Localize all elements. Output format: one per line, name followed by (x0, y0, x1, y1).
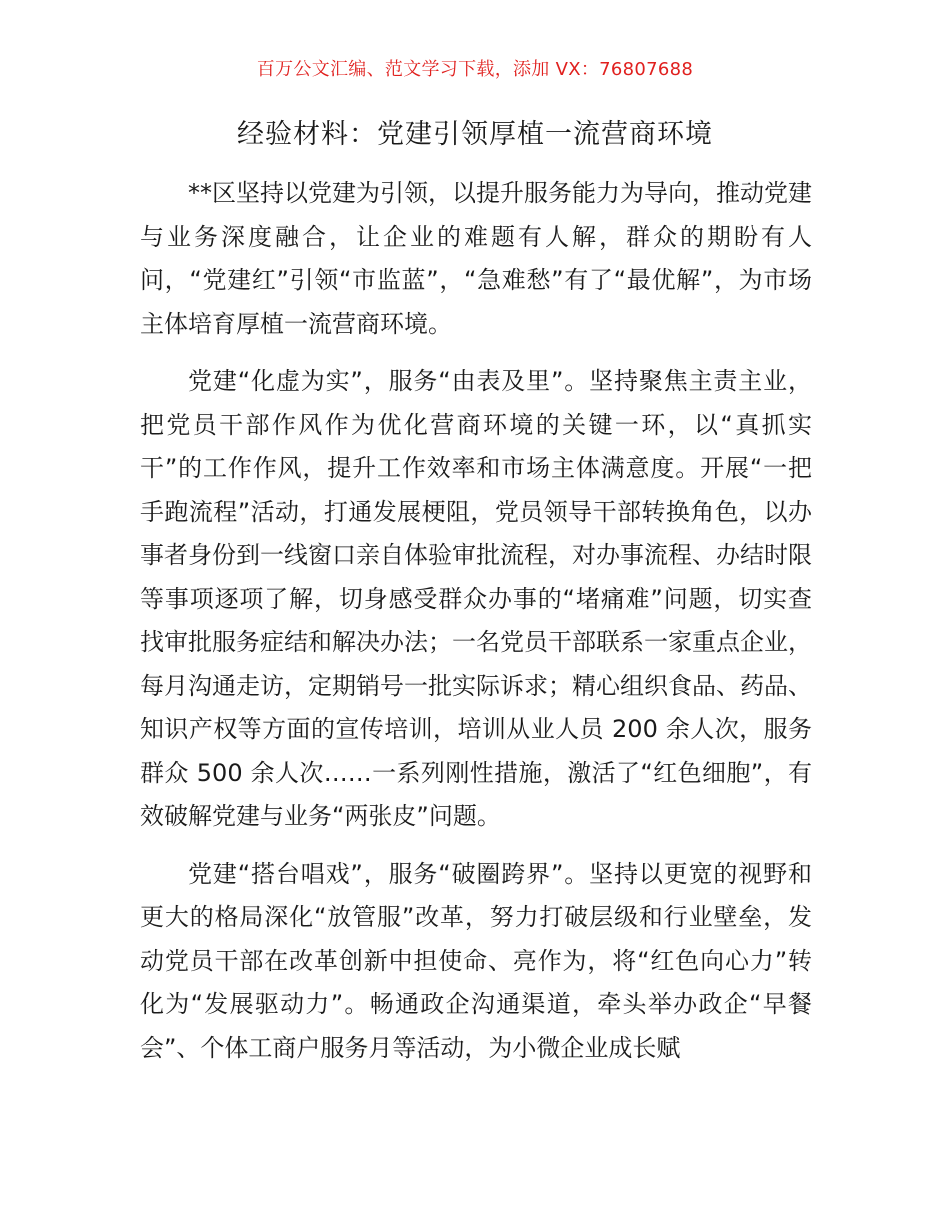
paragraph-section-1: 党建“化虚为实”，服务“由表及里”。坚持聚焦主责主业，把党员干部作风作为优化营商环境的关键一环，以“真抓实干”的工作作风，提升工作效率和市场主体满意度。开展“一把手跑流程”活动，打通发展梗阻，党员领导干部转换角色，以办事者身份到一线窗口亲自体验审批流程，对办事流程、办结时限等事项逐项了解，切身感受群众办事的“堵痛难”问题，切实查找审批服务症结和解决办法；一名党员干部联系一家重点企业，每月沟通走访，定期销号一批实际诉求；精心组织食品、药品、知识产权等方面的宣传培训，培训从业人员 200 余人次，服务群众 500 余人次……一系列刚性措施，激活了“红色细胞”，有效破解党建与业务“两张皮”问题。 (140, 367, 812, 830)
document-title: 经验材料：党建引领厚植一流营商环境 (237, 119, 713, 150)
paragraph-section-2: 党建“搭台唱戏”，服务“破圈跨界”。坚持以更宽的视野和更大的格局深化“放管服”改革，努力打破层级和行业壁垒，发动党员干部在改革创新中担使命、亮作为，将“红色向心力”转化为“发展驱动力”。畅通政企沟通渠道，牵头举办政企“早餐会”、个体工商户服务月等活动，为小微企业成长赋 (140, 859, 812, 1062)
paragraph-intro: **区坚持以党建为引领，以提升服务能力为导向，推动党建与业务深度融合，让企业的难题有人解，群众的期盼有人问，“党建红”引领“市监蓝”，“急难愁”有了“最优解”，为市场主体培育厚植一流营商环境。 (140, 179, 812, 338)
document-body (140, 172, 812, 1084)
header-contact-note: 百万公文汇编、范文学习下载，添加 VX：76807688 (256, 59, 694, 80)
